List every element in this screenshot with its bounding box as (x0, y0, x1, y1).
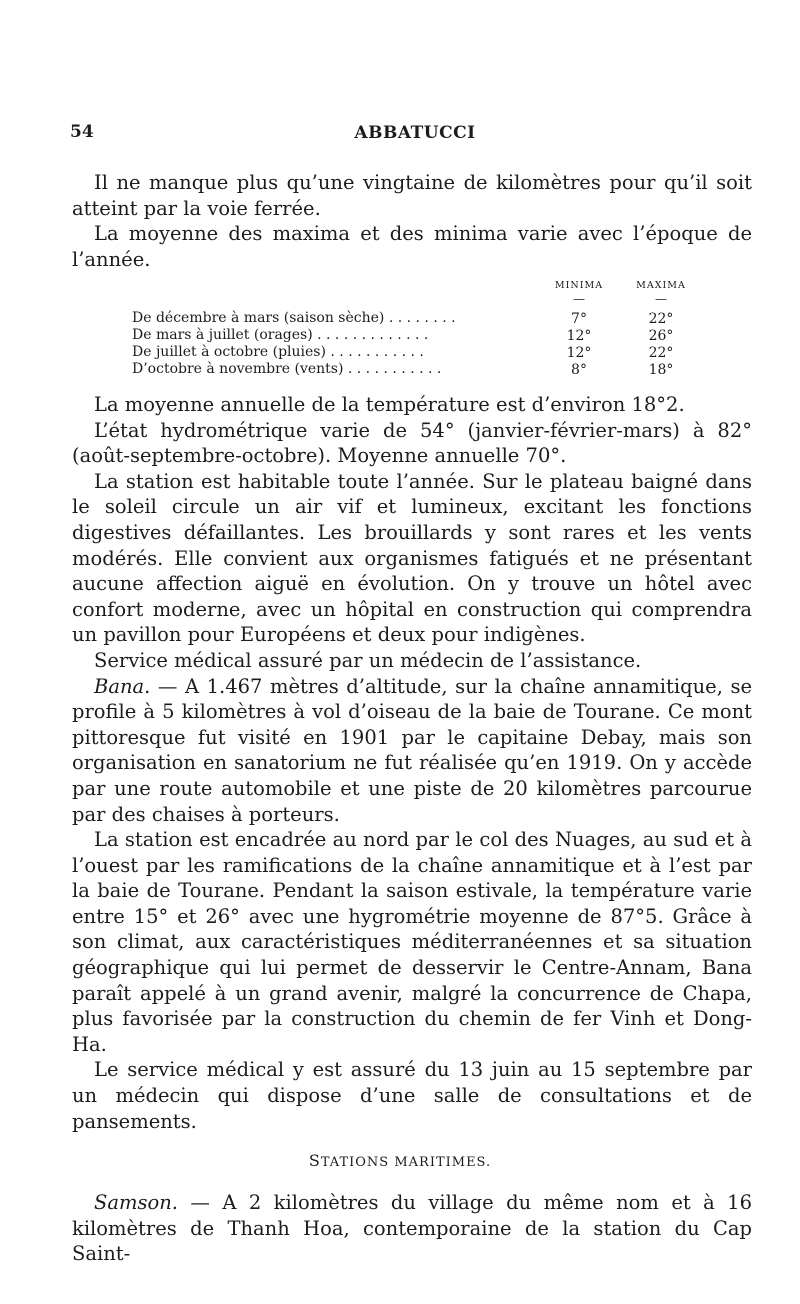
table-row (132, 344, 712, 361)
minima-value: 8° (571, 362, 587, 378)
paragraph: Il ne manque plus qu’une vingtaine de kilomètres pour qu’il soit atteint par la voie ferrée. (72, 171, 752, 220)
maxima-header: MAXIMA (636, 280, 686, 291)
samson-paragraph (72, 1190, 752, 1267)
paragraph-text: — A 2 kilomètres du village du même nom et à 16 kilomètres de Thanh Hoa, contemporaine de la station du Cap Saint- (72, 1191, 752, 1266)
paragraph: La moyenne annuelle de la température est d’environ 18°2. (94, 393, 685, 416)
heading-rest: TATIONS MARITIMES. (320, 1155, 492, 1170)
paragraph: Le service médical y est assuré du 13 juin au 15 septembre par un médecin qui dispose d’une salle de consultations et de pansements. (72, 1058, 752, 1133)
paragraph: L’état hydrométrique varie de 54° (janvier-février-mars) à 82° (août-septembre-octobre). Moyenne annuelle 70°. (72, 418, 752, 468)
period-label: De juillet à octobre (pluies) . . . . . . . . . . . (132, 344, 424, 360)
period-label: De décembre à mars (saison sèche) . . . . . . . . (132, 310, 456, 326)
section-heading (0, 1151, 800, 1170)
minima-value: 7° (571, 311, 587, 327)
main-text (72, 392, 752, 1134)
temperature-table (132, 280, 712, 378)
samson-section (72, 1190, 752, 1267)
minima-header: MINIMA (554, 280, 604, 291)
maxima-value: 26° (648, 328, 674, 344)
maxima-rule: — (655, 292, 667, 306)
maxima-value: 18° (648, 362, 674, 378)
paragraph: La station est encadrée au nord par le col des Nuages, au sud et à l’ouest par les ramifications de la chaîne annamitique et à l’est par la baie de Tourane. Pendant la saison estivale, la température varie entre 15° et 26° avec une hygrométrie moyenne de 87°5. Grâce à son climat, aux caractéristiques méditerranéennes et sa situation géographique qui lui permet de desservir le Centre-Annam, Bana paraît appelé à un grand avenir, malgré la concurrence de Chapa, plus favorisée par la construction du chemin de fer Vinh et Dong-Ha. (72, 828, 752, 1056)
intro-section (72, 170, 752, 272)
page-number: 54 (70, 122, 94, 142)
bana-paragraph (72, 674, 752, 828)
table-row (132, 327, 712, 344)
place-name: Samson. (94, 1191, 178, 1214)
table-row (132, 361, 712, 378)
maxima-value: 22° (648, 345, 674, 361)
table-row (132, 310, 712, 327)
paragraph: La station est habitable toute l’année. Sur le plateau baigné dans le soleil circule un air vif et lumineux, excitant les fonctions digestives défaillantes. Les brouillards y sont rares et les vents modérés. Elle convient aux organismes fatigués et ne présentant aucune affection aiguë en évolution. On y trouve un hôtel avec confort moderne, avec un hôpital en construction qui comprendra un pavillon pour Européens et deux pour indigènes. (72, 469, 752, 647)
table-header (132, 280, 712, 310)
place-name: Bana. (94, 674, 151, 698)
running-title: ABBATUCCI (354, 123, 476, 143)
period-label: D’octobre à novembre (vents) . . . . . . . . . . . (132, 361, 442, 377)
heading-initial: S (308, 1151, 321, 1170)
paragraph: La moyenne des maxima et des minima varie avec l’époque de l’année. (72, 222, 752, 271)
page-header (70, 122, 760, 150)
maxima-value: 22° (648, 311, 674, 327)
period-label: De mars à juillet (orages) . . . . . . . . . . . . . (132, 327, 429, 343)
paragraph: Service médical assuré par un médecin de l’assistance. (94, 648, 642, 672)
paragraph-text: — A 1.467 mètres d’altitude, sur la chaîne annamitique, se profile à 5 kilomètres à vol d’oiseau de la baie de Tourane. Ce mont pittoresque fut visité en 1901 par le capitaine Debay, mais son organisation en sanatorium ne fut réalisée qu’en 1919. On y accède par une route automobile et une piste de 20 kilomètres parcourue par des chaises à porteurs. (72, 674, 752, 826)
minima-rule: — (573, 292, 585, 306)
minima-value: 12° (566, 345, 592, 361)
minima-value: 12° (566, 328, 592, 344)
